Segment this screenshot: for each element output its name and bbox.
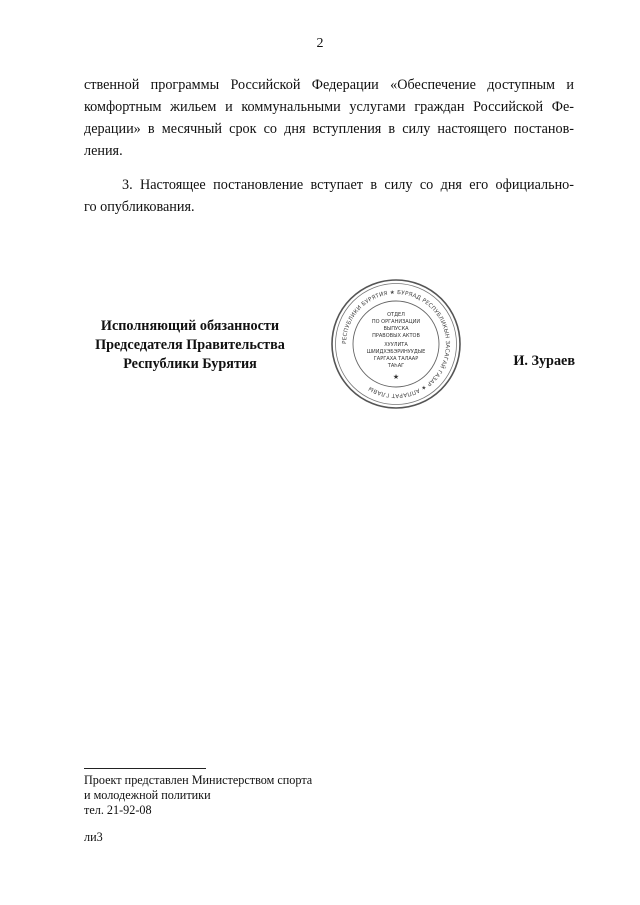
text-line: го опубликования. bbox=[84, 199, 195, 215]
signatory-title-line: Председателя Правительства bbox=[95, 337, 285, 353]
seal-line: ПРАВОВЫХ АКТОВ bbox=[372, 333, 420, 339]
paragraph-program-deadline bbox=[84, 74, 574, 162]
official-seal bbox=[330, 278, 462, 410]
seal-line: ГАРГАХА ТАЛААР bbox=[373, 356, 419, 362]
paragraph-entry-into-force bbox=[84, 174, 574, 218]
signatory-title-line: Исполняющий обязанности bbox=[100, 318, 280, 334]
seal-line: ТАҺАГ bbox=[387, 363, 405, 369]
signatory-title bbox=[84, 317, 296, 374]
seal-line: ХУУЛИТА bbox=[384, 342, 408, 348]
page-number: 2 bbox=[316, 36, 324, 51]
footnote-line: тел. 21-92-08 bbox=[84, 803, 152, 817]
document-code: ли3 bbox=[84, 830, 103, 844]
seal-star-icon: ★ bbox=[392, 373, 400, 381]
footnote-line: Проект представлен Министерством спорта bbox=[84, 773, 313, 787]
seal-line: ПО ОРГАНИЗАЦИИ bbox=[371, 319, 421, 325]
seal-outer-text: РЕСПУБЛИКИ БУРЯТИЯ ★ БУРЯАД РЕСПУБЛИКЫН ЗАСАГАЙ ГАЗАР ★ АППАРАТ ГЛАВЫ bbox=[341, 289, 451, 399]
text-line: ления. bbox=[84, 143, 123, 159]
signer-name: И. Зураев bbox=[513, 353, 575, 369]
footnote-line: и молодежной политики bbox=[84, 788, 211, 802]
footnote bbox=[84, 773, 312, 818]
footnote-divider bbox=[84, 768, 206, 769]
seal-line: ВЫПУСКА bbox=[383, 326, 409, 332]
text-line: дерации» в месячный срок со дня вступления в силу настоящего постанов- bbox=[84, 121, 574, 137]
seal-line: ОТДЕЛ bbox=[387, 312, 405, 318]
signatory-title-line: Республики Бурятия bbox=[123, 356, 257, 372]
text-line: 3. Настоящее постановление вступает в силу со дня его официально- bbox=[122, 177, 574, 193]
text-line: комфортным жильем и коммунальными услугами граждан Российской Фе- bbox=[84, 99, 574, 115]
text-line: ственной программы Российской Федерации «Обеспечение доступным и bbox=[84, 77, 574, 93]
seal-line: ШИИДХЭБЭРИНУУДЫЕ bbox=[366, 349, 426, 355]
